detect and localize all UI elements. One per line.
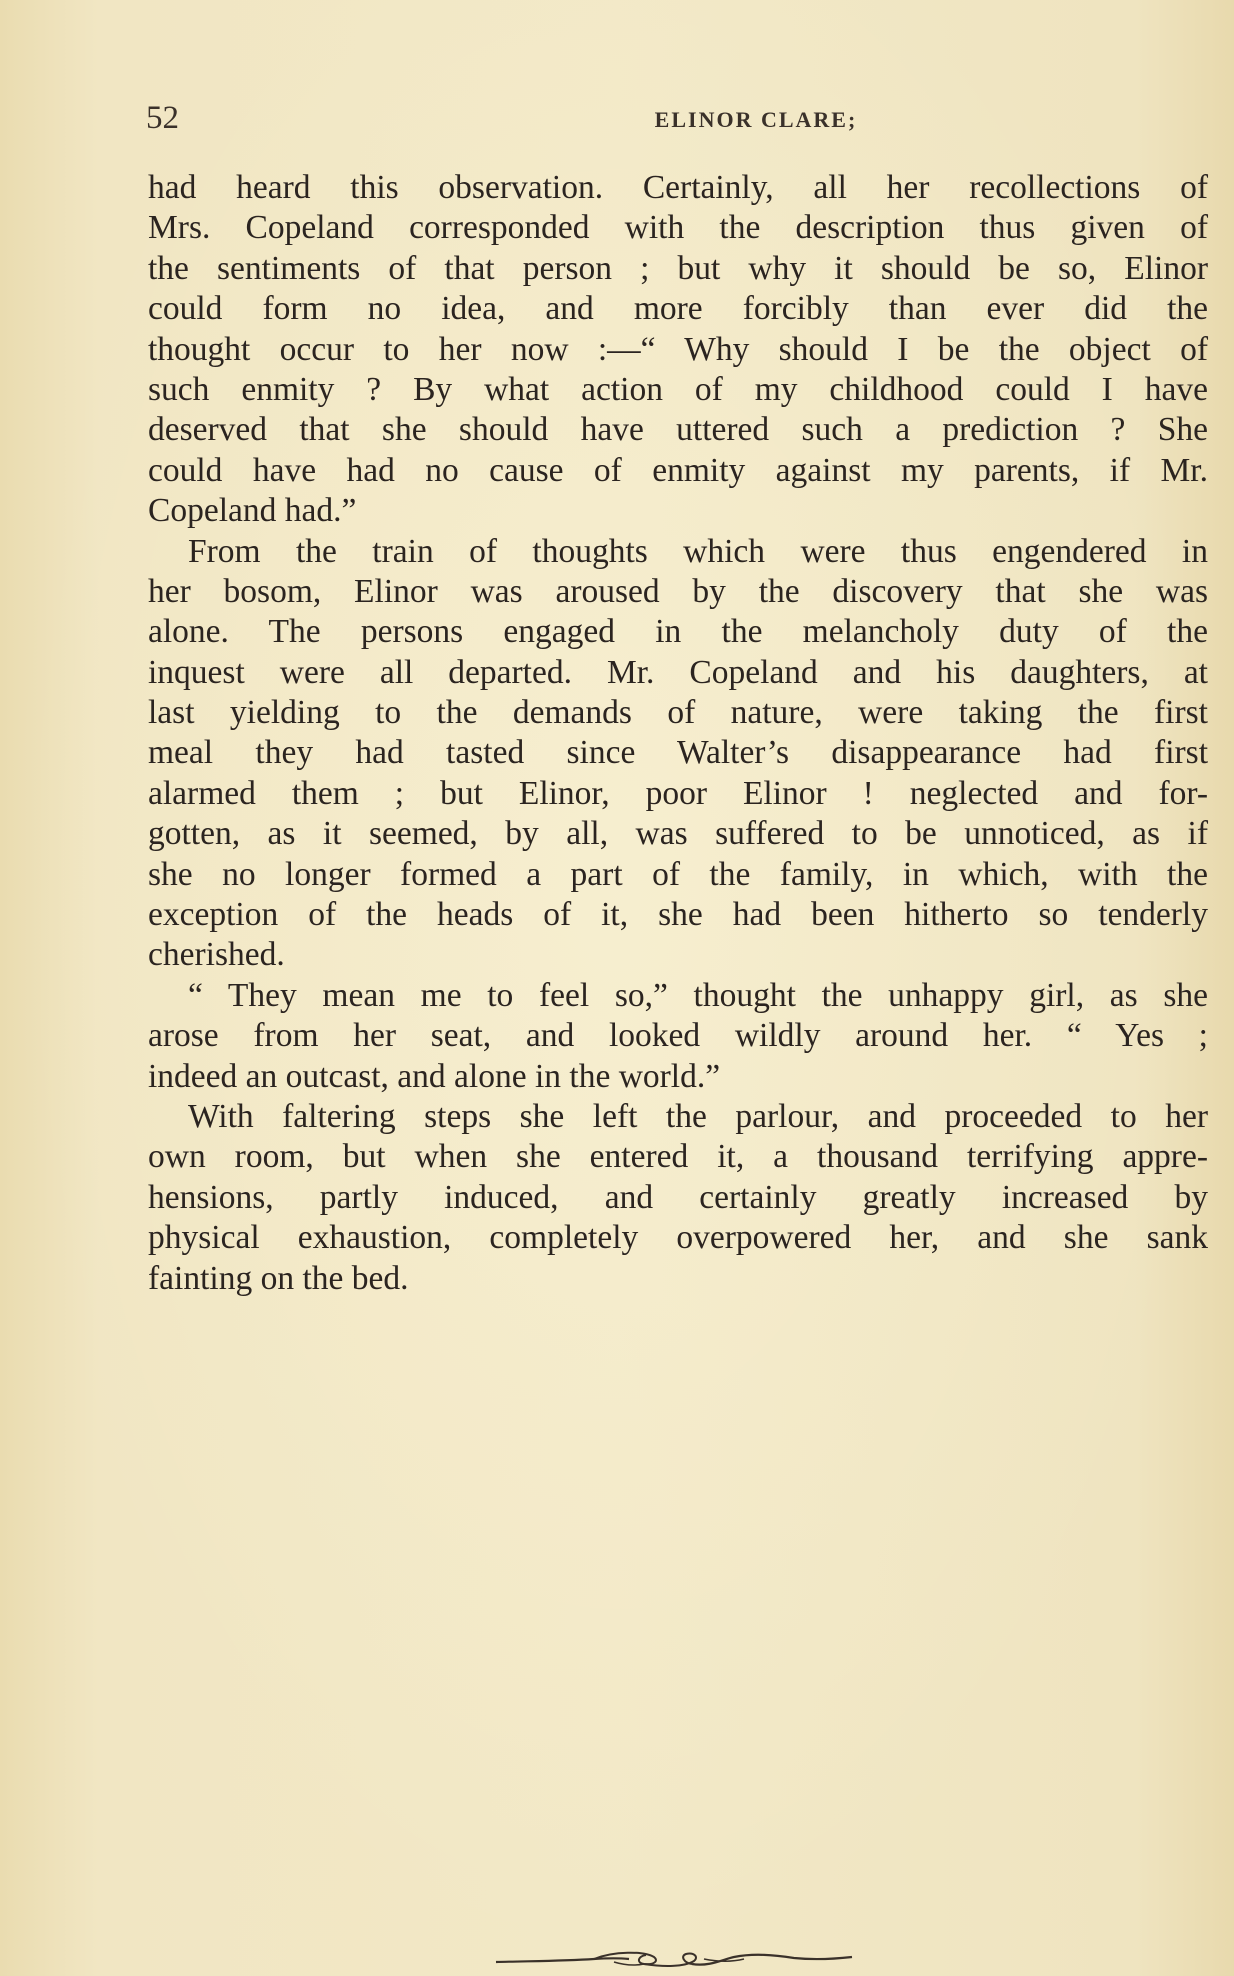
text-line: cherished. — [148, 936, 285, 974]
text-line: Copeland had.” — [148, 492, 357, 530]
ornament-divider — [494, 1947, 854, 1973]
text-line: inquest were all departed. Mr. Copeland and his daughters, at — [148, 653, 1208, 691]
text-line: she no longer formed a part of the family, in which, with the — [148, 855, 1208, 893]
text-line: could form no idea, and more forcibly than ever did the — [148, 290, 1208, 328]
text-line: the sentiments of that person ; but why it should be so, Elinor — [148, 249, 1208, 287]
body-text — [148, 168, 1208, 1299]
text-line: “ They mean me to feel so,” thought the unhappy girl, as she — [188, 976, 1208, 1014]
text-line: fainting on the bed. — [148, 1259, 409, 1297]
text-line: physical exhaustion, completely overpowered her, and she sank — [148, 1219, 1208, 1257]
text-line: gotten, as it seemed, by all, was suffered to be unnoticed, as if — [148, 815, 1208, 853]
text-line: With faltering steps she left the parlour, and proceeded to her — [188, 1097, 1208, 1135]
text-line: her bosom, Elinor was aroused by the discovery that she was — [148, 572, 1208, 610]
page-number: 52 — [146, 100, 179, 136]
text-line: alone. The persons engaged in the melancholy duty of the — [148, 613, 1208, 651]
text-line: indeed an outcast, and alone in the world.” — [148, 1057, 721, 1095]
text-line: last yielding to the demands of nature, were taking the first — [148, 694, 1208, 732]
text-line: such enmity ? By what action of my childhood could I have — [148, 370, 1208, 408]
text-line: arose from her seat, and looked wildly around her. “ Yes ; — [148, 1017, 1208, 1055]
text-line: exception of the heads of it, she had been hitherto so tenderly — [148, 896, 1208, 934]
text-line: From the train of thoughts which were thus engendered in — [188, 532, 1208, 570]
running-head: ELINOR CLARE; — [654, 107, 858, 132]
text-line: hensions, partly induced, and certainly greatly increased by — [148, 1178, 1208, 1216]
text-line: deserved that she should have uttered such a prediction ? She — [148, 411, 1208, 449]
page-header — [146, 96, 1206, 140]
text-line: Mrs. Copeland corresponded with the description thus given of — [148, 209, 1208, 247]
ornament-flourish-icon — [494, 1947, 854, 1973]
text-line: alarmed them ; but Elinor, poor Elinor ! neglected and for- — [148, 774, 1208, 812]
text-line: could have had no cause of enmity against my parents, if Mr. — [148, 451, 1208, 489]
text-line: had heard this observation. Certainly, all her recollections of — [148, 169, 1208, 206]
text-line: thought occur to her now :—“ Why should I be the object of — [148, 330, 1208, 368]
text-line: own room, but when she entered it, a thousand terrifying appre- — [148, 1138, 1208, 1176]
text-line: meal they had tasted since Walter’s disappearance had first — [148, 734, 1208, 772]
